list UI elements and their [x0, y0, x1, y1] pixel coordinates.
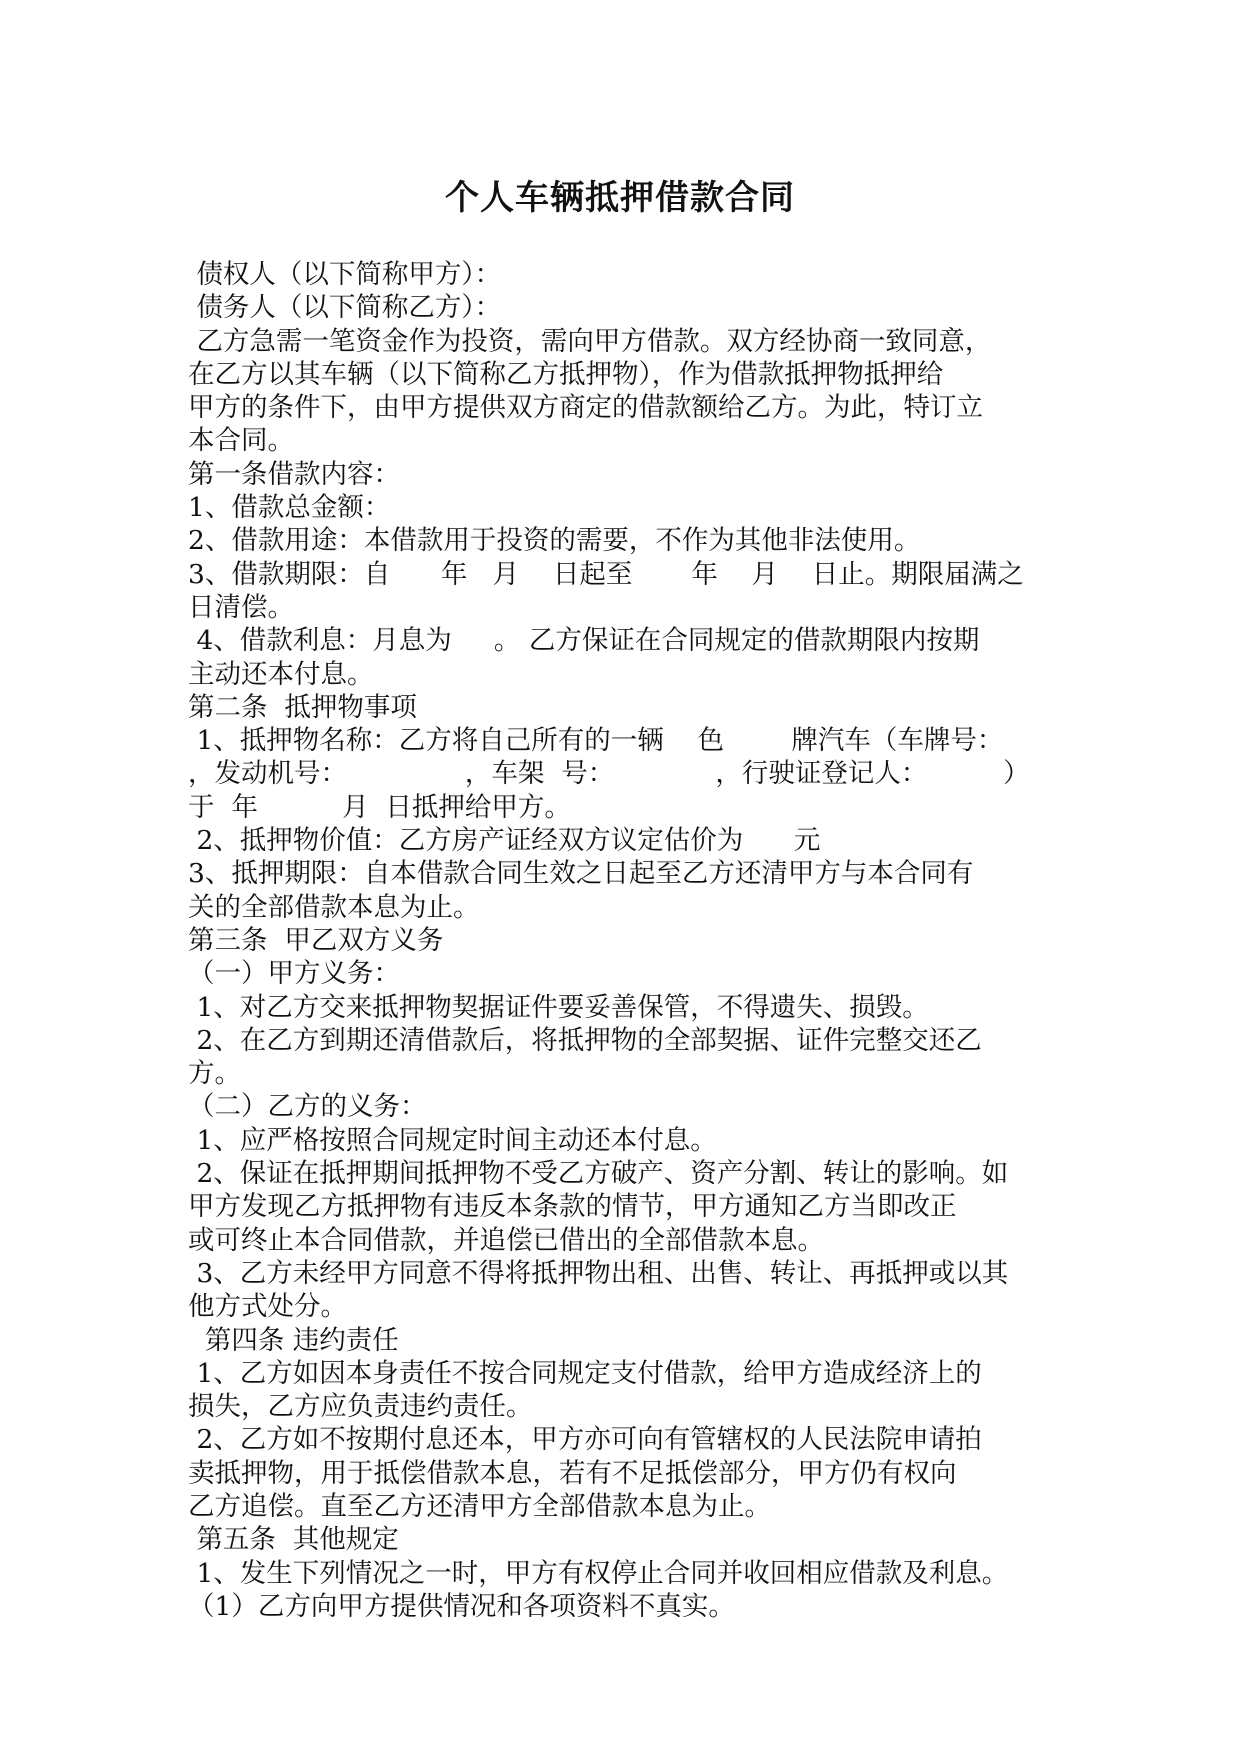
text-line: （一）甲方义务：	[188, 958, 400, 990]
text-line: 1、借款总金额：	[188, 492, 391, 524]
text-line: 1、抵押物名称：乙方将自己所有的一辆 色 牌汽车（车牌号：	[188, 725, 1004, 757]
text-line: 甲方的条件下，由甲方提供双方商定的借款额给乙方。为此，特订立	[188, 392, 983, 424]
text-line: 债权人（以下简称甲方）：	[188, 259, 502, 290]
text-line: 在乙方以其车辆（以下简称乙方抵押物），作为借款抵押物抵押给	[188, 358, 944, 390]
text-line: 方。	[188, 1058, 241, 1090]
text-line: 第一条借款内容：	[188, 458, 400, 490]
text-line: 第三条 甲乙双方义务	[188, 924, 444, 956]
text-line: 2、保证在抵押期间抵押物不受乙方破产、资产分割、转让的影响。如	[188, 1158, 1009, 1190]
text-line: 第二条 抵押物事项	[188, 691, 417, 723]
text-line: （1）乙方向甲方提供情况和各项资料不真实。	[188, 1590, 735, 1622]
text-line: 1、应严格按照合同规定时间主动还本付息。	[188, 1124, 717, 1156]
text-line: 2、借款用途：本借款用于投资的需要，不作为其他非法使用。	[188, 525, 921, 557]
text-line: 2、乙方如不按期付息还本，甲方亦可向有管辖权的人民法院申请拍	[188, 1424, 982, 1456]
document-body	[188, 258, 1058, 1623]
text-line: 3、抵押期限：自本借款合同生效之日起至乙方还清甲方与本合同有	[188, 858, 974, 890]
text-line: 日清偿。	[188, 591, 294, 623]
text-line: 关的全部借款本息为止。	[188, 891, 480, 923]
text-line: 第五条 其他规定	[188, 1524, 399, 1556]
text-line: 1、乙方如因本身责任不按合同规定支付借款，给甲方造成经济上的	[188, 1357, 982, 1389]
text-line: 卖抵押物，用于抵偿借款本息，若有不足抵偿部分，甲方仍有权向	[188, 1457, 957, 1489]
text-line: 3、乙方未经甲方同意不得将抵押物出租、出售、转让、再抵押或以其	[188, 1257, 1009, 1289]
text-line: 或可终止本合同借款，并追偿已借出的全部借款本息。	[188, 1224, 824, 1256]
document-title: 个人车辆抵押借款合同	[445, 178, 795, 218]
text-line: （二）乙方的义务：	[188, 1091, 427, 1123]
text-line: 1、对乙方交来抵押物契据证件要妥善保管，不得遗失、损毁。	[188, 991, 929, 1023]
text-line: 第四条 违约责任	[188, 1324, 399, 1356]
text-line: 债务人（以下简称乙方）：	[188, 292, 502, 324]
text-line: ，发动机号： ，车架 号： ，行驶证登记人： ）	[188, 758, 1030, 790]
text-line: 于 年 月 日抵押给甲方。	[188, 791, 571, 823]
text-line: 甲方发现乙方抵押物有违反本条款的情节，甲方通知乙方当即改正	[188, 1191, 957, 1223]
text-line: 3、借款期限：自 年 月 日起至 年 月 日止。期限届满之	[188, 558, 1024, 590]
text-line: 乙方追偿。直至乙方还清甲方全部借款本息为止。	[188, 1490, 771, 1522]
text-line: 乙方急需一笔资金作为投资，需向甲方借款。双方经协商一致同意，	[188, 325, 992, 357]
text-line: 他方式处分。	[188, 1291, 347, 1323]
text-line: 2、在乙方到期还清借款后，将抵押物的全部契据、证件完整交还乙	[188, 1024, 982, 1056]
text-line: 2、抵押物价值：乙方房产证经双方议定估价为 元	[188, 825, 821, 857]
text-line: 1、发生下列情况之一时，甲方有权停止合同并收回相应借款及利息。	[188, 1557, 1009, 1589]
text-line: 本合同。	[188, 425, 294, 457]
text-line: 主动还本付息。	[188, 658, 374, 690]
text-line: 4、借款利息：月息为 。 乙方保证在合同规定的借款期限内按期	[188, 625, 980, 657]
text-line: 损失，乙方应负责违约责任。	[188, 1391, 533, 1423]
